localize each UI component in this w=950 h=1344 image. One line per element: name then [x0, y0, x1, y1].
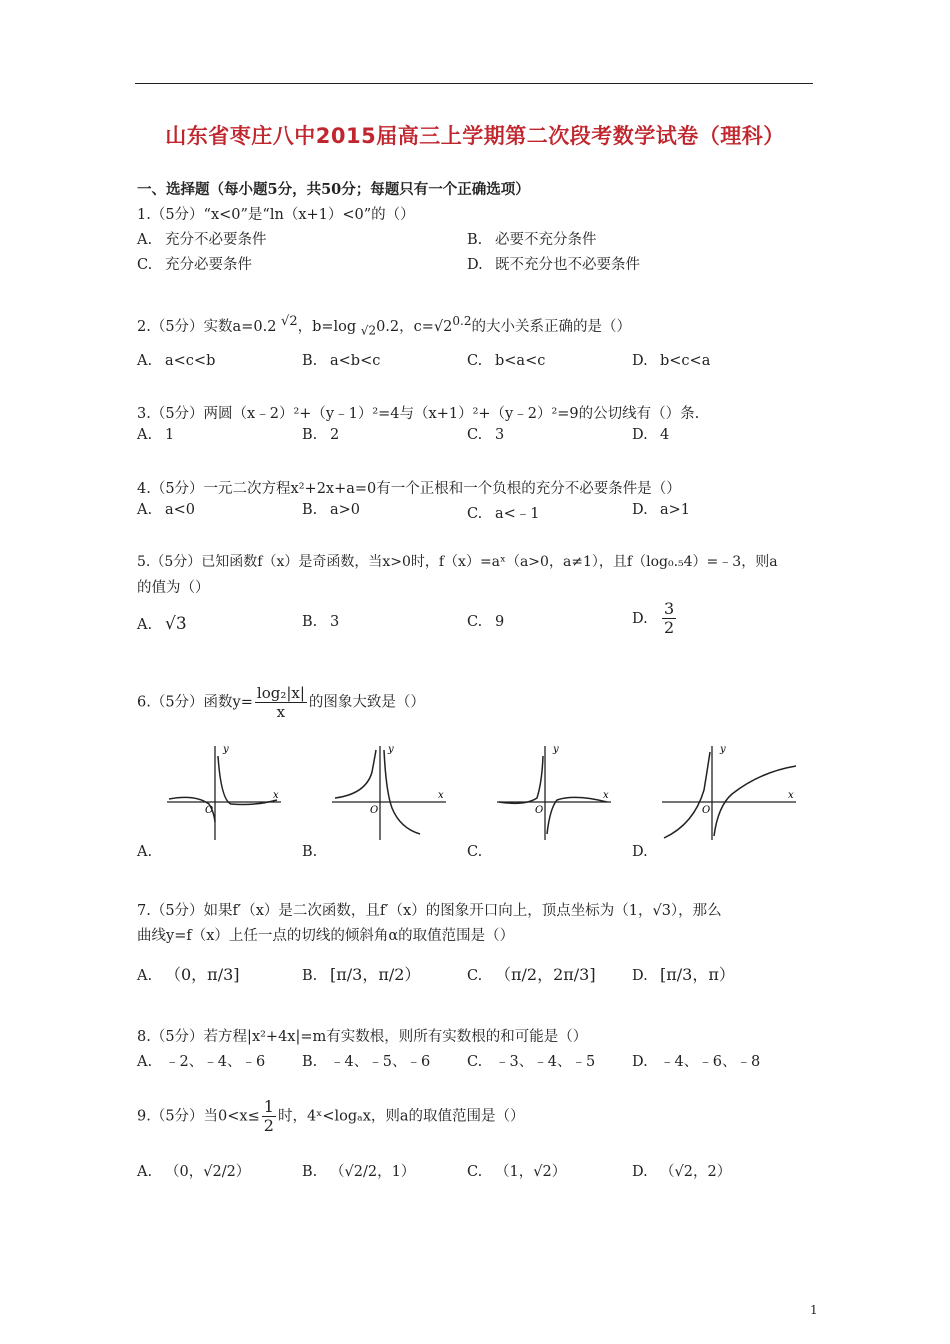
q9-option-a: A. （0，√2/2）	[137, 1164, 251, 1180]
q8-option-c: C. ﹣3、﹣4、﹣5	[467, 1054, 596, 1070]
q8-option-d: D. ﹣4、﹣6、﹣8	[632, 1054, 761, 1070]
q9-option-d: D. （√2，2）	[632, 1164, 732, 1180]
q5-option-a: A. √3	[137, 614, 187, 634]
q4-option-c: C. a<﹣1	[467, 506, 540, 522]
svg-text:O: O	[535, 805, 544, 816]
header-rule	[135, 83, 813, 84]
q6-option-a: A.	[137, 844, 153, 860]
q3-option-d: D. 4	[632, 427, 670, 443]
q2-option-a: A. a<c<b	[137, 353, 216, 369]
q1-option-c: C. 充分必要条件	[137, 257, 252, 273]
question-9-stem: 9.（5分）当0<x≤ $\frac{1}{2}$ 时，4ˣ<logₐx，则a的取值范围是（）	[137, 1097, 525, 1135]
q1-option-d: D. 既不充分也不必要条件	[467, 257, 640, 273]
q5-option-c: C. 9	[467, 614, 505, 630]
graph-a	[165, 742, 285, 842]
svg-text:x: x	[603, 790, 609, 801]
q7-option-c: C. （π/2，2π/3]	[467, 965, 596, 984]
q6-option-b: B.	[302, 844, 318, 860]
question-8-stem: 8.（5分）若方程|x²+4x|=m有实数根，则所有实数根的和可能是（）	[137, 1029, 588, 1045]
section-heading: 一、选择题（每小题5分，共50分；每题只有一个正确选项）	[137, 181, 530, 198]
svg-text:O: O	[370, 805, 379, 816]
q4-option-d: D. a>1	[632, 502, 691, 518]
question-3-stem: 3.（5分）两圆（x﹣2）²+（y﹣1）²=4与（x+1）²+（y﹣2）²=9的公切线有（）条.	[137, 406, 700, 422]
q7-option-b: B. [π/3，π/2）	[302, 965, 421, 984]
q1-option-b: B. 必要不充分条件	[467, 232, 597, 248]
q2-option-c: C. b<a<c	[467, 353, 546, 369]
q8-option-b: B. ﹣4、﹣5、﹣6	[302, 1054, 431, 1070]
svg-text:O: O	[205, 805, 214, 816]
question-1-stem: 1.（5分）“x<0”是“ln（x+1）<0”的（）	[137, 207, 415, 223]
q9-option-c: C. （1，√2）	[467, 1164, 567, 1180]
svg-text:y: y	[223, 744, 229, 755]
q5-option-b: B. 3	[302, 614, 340, 630]
page-number: 1	[810, 1303, 818, 1317]
question-5-stem-line1: 5.（5分）已知函数f（x）是奇函数，当x>0时，f（x）=aˣ（a>0，a≠1），且f（log₀.₅4）=﹣3，则a	[137, 554, 778, 570]
q2-option-d: D. b<c<a	[632, 353, 711, 369]
svg-text:x: x	[273, 790, 279, 801]
graph-d	[660, 742, 800, 842]
q8-option-a: A. ﹣2、﹣4、﹣6	[137, 1054, 266, 1070]
question-5-stem-line2: 的值为（）	[137, 580, 210, 596]
question-7-stem-line1: 7.（5分）如果f′（x）是二次函数，且f′（x）的图象开口向上，顶点坐标为（1，√3），那么	[137, 903, 722, 919]
svg-text:y: y	[388, 744, 394, 755]
q7-option-d: D. [π/3，π）	[632, 965, 735, 984]
q1-option-a: A. 充分不必要条件	[137, 232, 267, 248]
question-6-stem: 6.（5分）函数y= $\frac{\text{log₂|x|}}{x}$ 的图象大致是（）	[137, 684, 425, 721]
graph-b	[330, 742, 450, 842]
q3-option-b: B. 2	[302, 427, 340, 443]
q5-option-d: D. $\frac{3}{2}$	[632, 599, 675, 637]
q3-option-c: C. 3	[467, 427, 505, 443]
graph-c	[495, 742, 615, 842]
svg-text:x: x	[788, 790, 794, 801]
q6-option-c: C.	[467, 844, 483, 860]
question-7-stem-line2: 曲线y=f（x）上任一点的切线的倾斜角α的取值范围是（）	[137, 928, 515, 944]
q7-option-a: A. （0，π/3]	[137, 965, 240, 984]
question-2-stem: 2.（5分）实数a=0.2 √2，b=log $_{√2}$0.2，$c=√2^{0.2}$的大小关系正确的是（）	[137, 314, 631, 338]
document-title: 山东省枣庄八中2015届高三上学期第二次段考数学试卷（理科）	[165, 124, 785, 148]
q4-option-a: A. a<0	[137, 502, 196, 518]
q6-option-d: D.	[632, 844, 648, 860]
q4-option-b: B. a>0	[302, 502, 361, 518]
q2-option-b: B. a<b<c	[302, 353, 381, 369]
svg-text:y: y	[720, 744, 726, 755]
svg-text:y: y	[553, 744, 559, 755]
svg-text:O: O	[702, 805, 711, 816]
question-4-stem: 4.（5分）一元二次方程x²+2x+a=0有一个正根和一个负根的充分不必要条件是（）	[137, 481, 681, 497]
q9-option-b: B. （√2/2，1）	[302, 1164, 416, 1180]
q3-option-a: A. 1	[137, 427, 175, 443]
svg-text:x: x	[438, 790, 444, 801]
